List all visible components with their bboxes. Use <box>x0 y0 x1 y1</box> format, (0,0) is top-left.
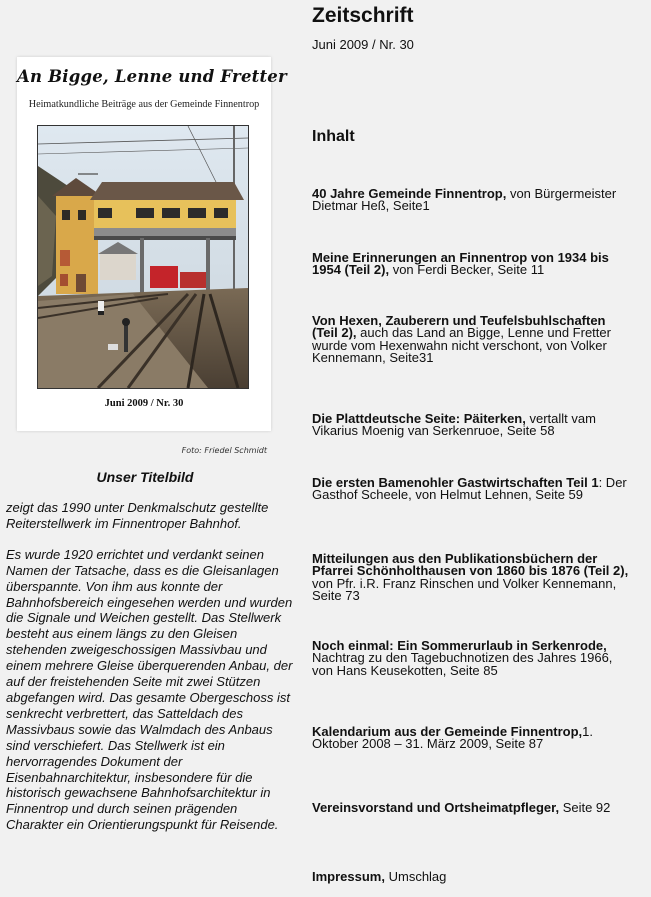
toc-entry-detail: Seite 92 <box>559 800 611 815</box>
toc-entry-title: Die ersten Bamenohler Gastwirtschaften Teil 1 <box>312 475 599 490</box>
toc-entry-detail: 1. Oktober 2008 – 31. März 2009, Seite 87 <box>312 724 594 752</box>
toc-entry-title: Vereinsvorstand und Ortsheimatpfleger, <box>312 800 560 815</box>
toc-entry-title: Mitteilungen aus den Publikationsbüchern der Pfarrei Schönholthausen von 1860 bis 1876 (Teil 2), <box>312 551 629 579</box>
magazine-issue: Juni 2009 / Nr. 30 <box>312 37 414 52</box>
toc-entry <box>312 315 632 364</box>
signal-box-photo <box>38 126 248 388</box>
toc-entry <box>312 252 632 277</box>
toc-entry <box>312 871 632 883</box>
cover-issue: Juni 2009 / Nr. 30 <box>104 398 184 409</box>
caption-paragraph: Es wurde 1920 errichtet und verdankt seinen Namen der Tatsache, dass es die Gleisanlagen überspannte. Von ihm aus konnte der Bahnhofsbereich eingesehen werden und wurden die Signale und Weichen gestellt. Das Stellwerk besteht aus einem längs zu den Gleisen stehenden zweigeschossigen Massivbau und einem mehrere Gleise überquerenden Anbau, der auf der freistehenden Seite mit zwei Stützen abgefangen wird. Das gesamte Obergeschoss ist senkrecht verbrettert, das Satteldach des Massivbaus sowie das Walmdach des Anbaus sind verschiefert. Das Stellwerk ist ein hervorragendes Dokument der Eisenbahnarchitektur, insbesondere für die historisch gewachsene Bahnhofsarchitektur in Finnentrop und durch seinen prägenden Charakter ein Orientierungspunkt für Reisende. <box>6 546 293 833</box>
toc-entry <box>312 802 632 814</box>
toc-entry-detail: vertallt vam Vikarius Moenig van Serkenruoe, Seite 58 <box>312 411 596 439</box>
toc-entry-title: Von Hexen, Zauberern und Teufelsbuhlschaften (Teil 2), <box>312 313 606 341</box>
toc-entry <box>312 553 632 602</box>
photo-credit: Foto: Friedel Schmidt <box>181 446 267 455</box>
magazine-title: Zeitschrift <box>312 4 414 27</box>
toc-entry <box>312 477 632 502</box>
toc-entry-detail: : Der Gasthof Scheele, von Helmut Lehnen, Seite 59 <box>312 475 627 503</box>
toc-heading: Inhalt <box>312 128 355 145</box>
toc-entry-title: Kalendarium aus der Gemeinde Finnentrop, <box>312 724 583 739</box>
caption-text <box>6 500 294 848</box>
toc-entry-detail: von Bürgermeister Dietmar Heß, Seite1 <box>312 186 617 214</box>
toc-entry <box>312 188 632 213</box>
cover-title: An Bigge, Lenne und Fretter <box>17 67 287 86</box>
cover-photo <box>37 125 249 389</box>
toc-entry-title: Meine Erinnerungen an Finnentrop von 1934 bis 1954 (Teil 2), <box>312 250 609 278</box>
toc-entry-title: 40 Jahre Gemeinde Finnentrop, <box>312 186 507 201</box>
cover-image <box>17 57 287 431</box>
toc-entry-title: Impressum, <box>312 869 385 884</box>
caption-heading: Unser Titelbild <box>96 469 194 485</box>
toc-entry-detail: Nachtrag zu den Tagebuchnotizen des Jahres 1966, von Hans Keusekotten, Seite 85 <box>312 650 613 678</box>
toc-entry-title: Die Plattdeutsche Seite: Päiterken, <box>312 411 526 426</box>
toc-entry <box>312 413 632 438</box>
toc-entry-detail: von Pfr. i.R. Franz Rinschen und Volker Kennemann, Seite 73 <box>312 575 617 603</box>
toc-entry-detail: Umschlag <box>384 869 447 884</box>
toc-entry-title: Noch einmal: Ein Sommerurlaub in Serkenrode, <box>312 638 607 653</box>
toc-entry-detail: auch das Land an Bigge, Lenne und Fretter wurde vom Hexenwahn nicht verschont, von Volker Kennemann, Seite31 <box>312 325 611 365</box>
cover-subtitle: Heimatkundliche Beiträge aus der Gemeinde Finnentrop <box>28 99 260 110</box>
toc-entry-detail: von Ferdi Becker, Seite 11 <box>389 262 545 278</box>
caption-paragraph: zeigt das 1990 unter Denkmalschutz gestellte Reiterstellwerk im Finnentroper Bahnhof. <box>6 500 269 531</box>
toc-entry <box>312 640 632 677</box>
toc-entry <box>312 726 632 751</box>
